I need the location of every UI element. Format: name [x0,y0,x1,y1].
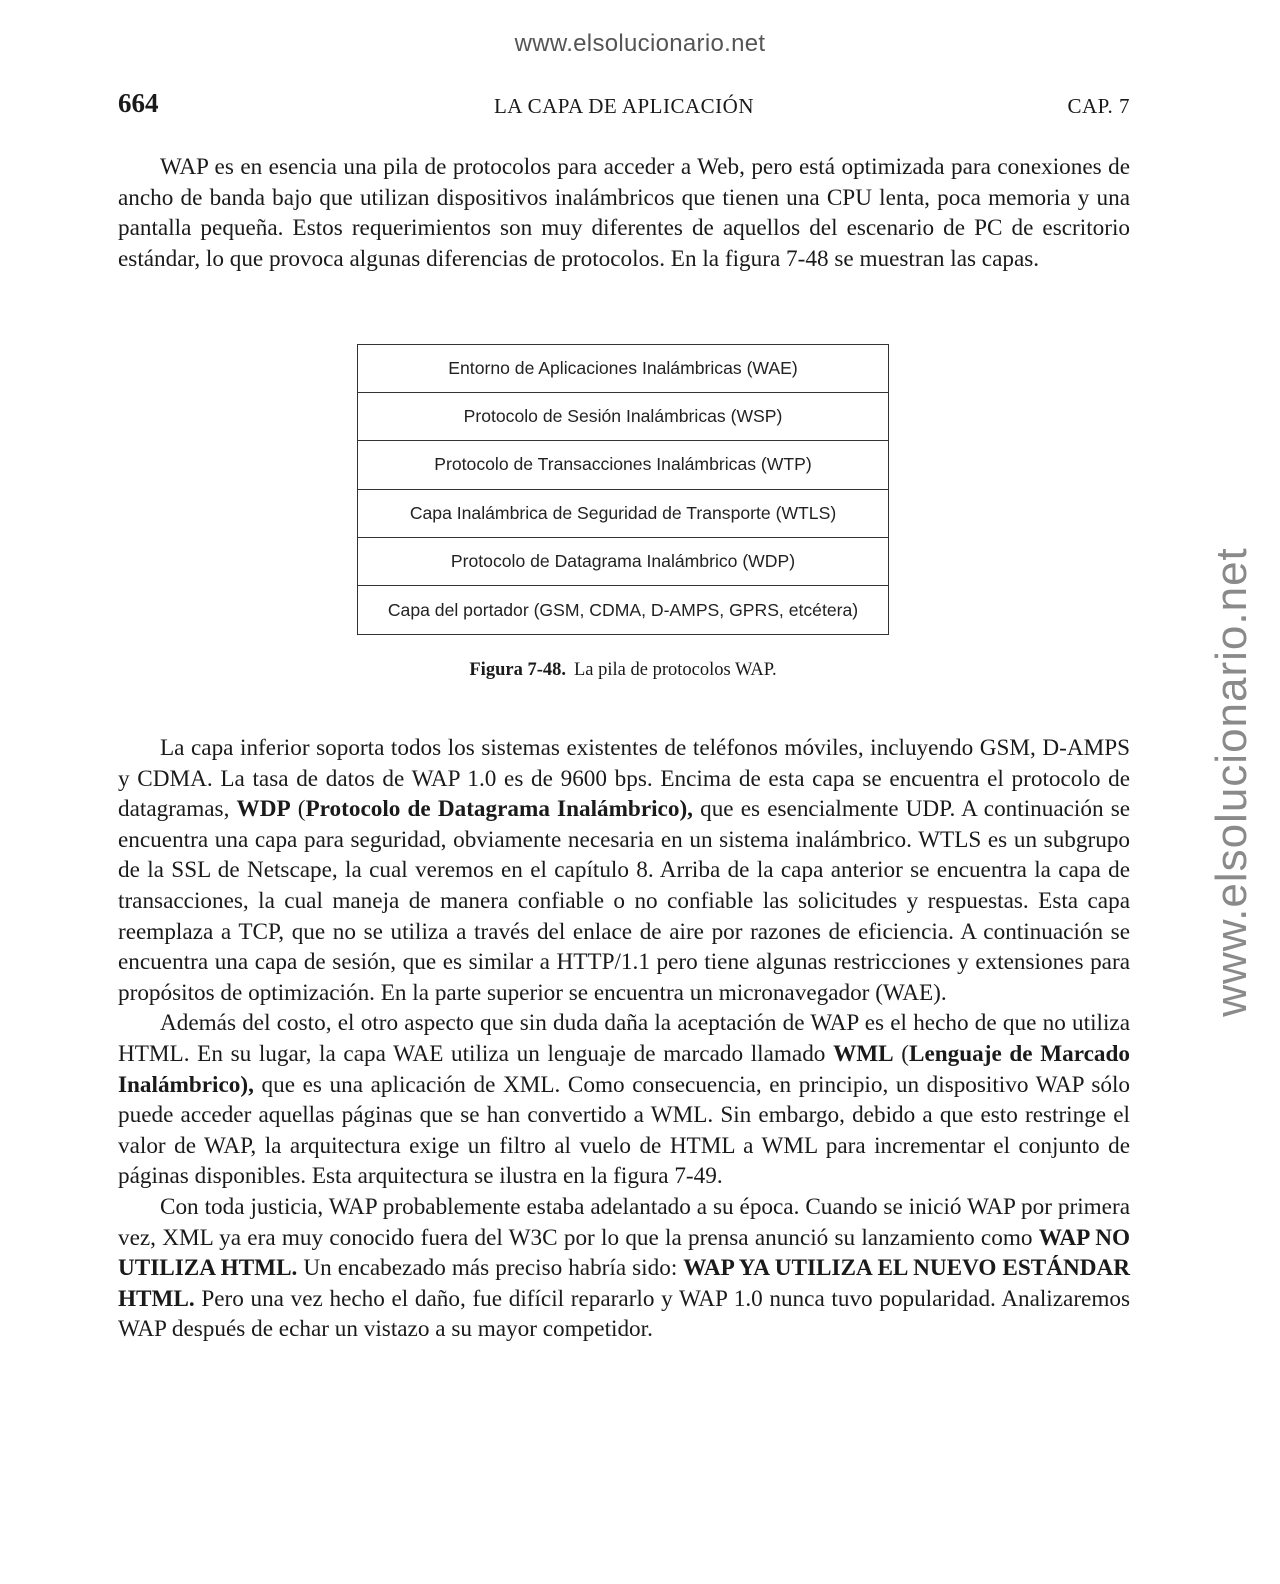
paragraph-layers: La capa inferior soporta todos los sistemas existentes de teléfonos móviles, incluyendo GSM, D-AMPS y CDMA. La tasa de datos de WAP 1.0 es de 9600 bps. Encima de esta capa se encuentra el protocolo de datagramas, WDP (Protocolo de Datagrama Inalámbrico), que es esencialmente UDP. A continuación se encuentra una capa para seguridad, obviamente necesaria en un sistema inalámbrico. WTLS es un subgrupo de la SSL de Netscape, la cual veremos en el capítulo 8. Arriba de la capa anterior se encuentra la capa de transacciones, la cual maneja de manera confiable o no confiable las solicitudes y respuestas. Esta capa reemplaza a TCP, que no se utiliza a través del enlace de aire por razones de eficiencia. A continuación se encuentra una capa de sesión, que es similar a HTTP/1.1 pero tiene algunas restricciones y extensiones para propósitos de optimización. En la parte superior se encuentra un micronavegador (WAE). [118,735,1131,1006]
running-title: LA CAPA DE APLICACIÓN [493,94,755,118]
watermark-side: www.elsolucionario.net [1207,547,1256,1017]
layer-bearer: Capa del portador (GSM, CDMA, D-AMPS, GPRS, etcétera) [387,599,859,620]
paragraph-wml: Además del costo, el otro aspecto que sin duda daña la aceptación de WAP es el hecho de que no utiliza HTML. En su lugar, la capa WAE utiliza un lenguaje de marcado llamado WML (Lenguaje de Marcado Inalámbrico), que es una aplicación de XML. Como consecuencia, en principio, un dispositivo WAP sólo puede acceder aquellas páginas que se han convertido a WML. Sin embargo, debido a que esto restringe el valor de WAP, la arquitectura exige un filtro al vuelo de HTML a WML para incrementar el conjunto de páginas disponibles. Esta arquitectura se ilustra en la figura 7-49. [118,1010,1130,1190]
caption-text: La pila de protocolos WAP. [573,660,777,680]
layer-wsp: Protocolo de Sesión Inalámbricas (WSP) [358,393,888,441]
layer-wdp: Protocolo de Datagrama Inalámbrico (WDP) [358,538,888,586]
layer-wtls: Capa Inalámbrica de Seguridad de Transporte (WTLS) [358,490,888,538]
watermark-top: www.elsolucionario.net [514,30,766,57]
headline-1: WAP NO UTILIZA HTML. [118,1224,1131,1282]
body-text [118,733,1130,1345]
term-wdp-expansion: Protocolo de Datagrama Inalámbrico), [305,796,693,823]
page-number: 664 [118,88,159,118]
caption-label: Figura 7-48. [469,660,566,680]
layer-wtp: Protocolo de Transacciones Inalámbricas (WTP) [358,441,888,489]
paragraph-history: Con toda justicia, WAP probablemente estaba adelantado a su época. Cuando se inició WAP por primera vez, XML ya era muy conocido fuera del W3C por lo que la prensa anunció su lanzamiento como WAP NO UTILIZA HTML. Un encabezado más preciso habría sido: WAP YA UTILIZA EL NUEVO ESTÁNDAR HTML. Pero una vez hecho el daño, fue difícil repararlo y WAP 1.0 nunca tuvo popularidad. Analizaremos WAP después de echar un vistazo a su mayor competidor. [118,1193,1131,1343]
headline-2: WAP YA UTILIZA EL NUEVO ESTÁNDAR HTML. [118,1255,1130,1312]
layer-wae: Entorno de Aplicaciones Inalámbricas (WAE) [358,345,888,393]
chapter-label: CAP. 7 [1067,94,1130,118]
intro-paragraph: WAP es en esencia una pila de protocolos para acceder a Web, pero está optimizada para conexiones de ancho de banda bajo que utilizan dispositivos inalámbricos que tienen una CPU lenta, poca memoria y una pantalla pequeña. Estos requerimientos son muy diferentes de aquellos del escenario de PC de escritorio estándar, lo que provoca algunas diferencias de protocolos. En la figura 7-48 se muestran las capas. [118,154,1130,272]
term-wml: WML [833,1040,894,1067]
figure-caption [0,660,1246,681]
term-wdp: WDP [236,796,291,823]
wap-protocol-stack-figure [357,344,889,635]
term-wml-expansion: Lenguaje de Marcado Inalámbrico), [118,1040,1130,1098]
page-header [118,88,1130,124]
